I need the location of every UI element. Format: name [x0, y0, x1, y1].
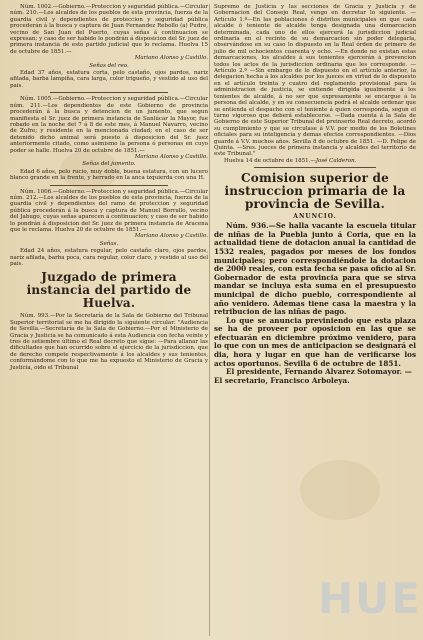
- separator-rule: [50, 185, 168, 186]
- section-heading: Comision superior de instruccion primaria de la provincia de Sevilla.: [224, 171, 406, 212]
- notice-1006: [10, 189, 208, 268]
- closing-line: [214, 158, 416, 164]
- paper-stain: [300, 460, 380, 520]
- anuncio-title: ANUNCIO.: [293, 213, 337, 221]
- anuncio-body: Núm. 936.—Se halla vacante la escuela titular de niñas de la Puebla junto á Coria, que en la actualidad tiene de dotacion anual la cantidad de 1532 reales, pagados por meses de los fondos municipales; pero correspondiéndole la dotacion de 2000 reales, con esta fecha se pasa oficio al Sr. Gobernador de esta provincia para que se sirva mandar se incluya esta suma en el presupuesto municipal de dicho pueblo, correspondiente al año venidero. Ademas tiene casa la maestra y la retribucion de las niñas de pago.: [214, 221, 416, 317]
- notice-signature: Mariano Alonso y Castillo.: [134, 153, 208, 160]
- notice-body: Núm. 1005.—Gobierno.—Proteccion y seguridad pública.—Circular núm. 211.—Los dependientes de este Gobierno de provincia procederán á la busca y detencion de un jumento, que segun manifiesta el Sr. juez de primera instancia de Sanlúcar la Mayor, fue robado en la noche del 7 á 8 de este mes, á Manuel Navarro, vecino de Zufre; y residente en la mencionada ciudad; en el caso de ser detenido dicho animal será puesto á disposicion del Sr. juez anteriormente citado, como asimismo la persona ó personas en cuyo poder se halle. Huelva 20 de octubre de 1851.—: [10, 96, 208, 154]
- column-divider: [209, 4, 210, 636]
- library-watermark: HUE: [318, 574, 422, 623]
- notice-signature: Mariano Alonso y Castillo.: [134, 233, 208, 240]
- anuncio-body-2: Lo que se anuncia previniendo que esta plaza se ha de proveer por oposicion en las que se efectuarán en diciembre próximo venidero, para lo que con un mes de anticipacion se designará el dia, hora y lugar en que han de verificarse los actos oportunos. Sevilla 6 de octubre de 1851.: [214, 315, 416, 368]
- closing-date: Huelva 14 de octubre de 1851.—: [224, 157, 316, 164]
- right-column: [214, 4, 416, 385]
- notice-body: Núm. 1002.—Gobierno.—Proteccion y seguridad pública.—Circular núm. 210.—Los alcaldes de los pueblos de esta provincia, fuerza de la guardia civil y dependientes de proteccion y seguridad pública procederán á la busca y captura de Juan Fernandez Rebollo (a) Pudre, vecino de San Juan del Puerto, cuyas señas á continuacion se expresan; y caso de ser habido lo pondrán á disposicion del Sr. juez de primera instancia de este partido judicial que lo reclama. Huelva 15 de octubre de 1851.—: [10, 4, 208, 55]
- notice-signs-text: Edad 24 años, estatura regular, pelo castaño claro, ojos pardos, nariz afilada, barba poca, cara regular, color claro, y vestido al uso del pais.: [10, 248, 208, 268]
- notice-signs-text: Edad 6 años, pelo rucio, muy doble, buena estatura, con un lucero blanco grande en la frente, y herrado en la anca izquierda con una H.: [10, 168, 208, 182]
- left-column: [10, 4, 208, 371]
- notice-signature: Mariano Alonso y Castillo.: [134, 55, 208, 62]
- section-heading: Juzgado de primera instancia del partido de Huelva.: [26, 270, 192, 311]
- notice-signs-title: Señas del jumento.: [82, 161, 136, 168]
- decree-continuation: Supremo de Justicia y las secciones de Gracia y Justicia y de Gobernacion del Consejo Real, vengo en decretar lo siguiente. —Artículo 1.º—En las poblaciones ó distritos municipales en que cada alcalde ó teniente de alcalde tenga designada una demarcacion determinada, cada uno de ellos ejercerá la jurisdiccion judicial ordinaria en el recinto de su demarcacion sin poder delegarla, observándose en su caso lo dispuesto en la Real órden de primero de julio de mil ochocientos cuarenta y ocho. —En donde no existan estas demarcaciones, los alcaldes á sus tenientes ejercerán á prevencion todos los actos de la jurisdiccion ordinaria que les corresponde. —Artículo 2.º —Sin embargo de lo dispuesto en el artículo anterior, la delegacion hecha á los alcaldes por los jueces en virtud de lo dispuesto en el artículo treinta y cuatro del reglamento provisional para la administracion de justicia, se entiende dirigida igualmente á los tenientes de alcalde, á no ser que expresamente se encargue á la persona del alcalde, y en su consecuencia podrá el alcalde ordenar que se entienda el despacho con el teniente á quien corresponda, segun el turno vigoroso que deberá establecerse. —Dada cuenta á la Sala de Gobierno de este Superior Tribunal del preinserto Real decreto, acordó su cumplimiento y que se circulase á V.V. por medio de los Boletines oficiales para su inteligencia y demas efectos correspondientes. —Dios guarde á V.V. muchos años. Sevilla 8 de octubre de 1851. —D. Felipe de Quinta. —Sres. jueces de primera instancia y alcaldes del territorio de este Tribunal.": [214, 4, 416, 158]
- closing-signature: José Calderon.: [315, 157, 357, 164]
- juzgado-body: Núm. 993.—Por la Secretaría de la Sala de Gobierno del Tribunal Superior territorial se me ha dirigido la siguiente circular: "Audiencia de Sevilla.—Secretaría de la Sala de Gobierno.—Por el Ministerio de Gracia y Justicia se ha comunicado á esta Audiencia con fecha veinte y tres de setiembre último el Real decreto que sigue: —Para allanar las dificultades que han ocurrido sobre el ejercicio de la jurisdiccion, que de derecho compete respectivamente á los alcaldes y sus tenientes, conformándome con lo que me ha expuesto el Ministerio de Gracia y Justicia, oido el Tribunal: [10, 313, 208, 371]
- comision-section: [214, 172, 416, 385]
- notice-signs-title: Señas del reo.: [89, 62, 129, 69]
- notice-body: Núm. 1006.—Gobierno.—Proteccion y seguridad pública.—Circular núm. 212.—Los alcaldes de los pueblos de esta provincia, fuerza de la guardia civil y dependientes del ramo de proteccion y seguridad pública procederán á la busca y captura de Manuel Borrallo, vecino del Jabugo, cuyas señas aparecen á continuacion; y caso de ser habido lo pondrán á disposicion del Sr. juez de primera instancia de Aracena que le reclama. Huelva 20 de octubre de 1851.—: [10, 188, 208, 233]
- notice-1005: [10, 96, 208, 181]
- juzgado-section: [10, 271, 208, 371]
- separator-rule: [50, 92, 168, 93]
- separator-rule: [254, 167, 376, 168]
- notice-1002: [10, 4, 208, 89]
- notice-signs-text: Edad 37 años, estatura corta, pelo castaño, ojos pardos, nariz afilada, barba lampiña, cara larga, color trigueño, y vestido al uso del pais.: [10, 70, 208, 89]
- notice-signs-title: Señas.: [99, 240, 119, 247]
- anuncio-signatures: El presidente, Fernando Alvarez Sotomayor. —El secretario, Francisco Arboleya.: [214, 367, 412, 385]
